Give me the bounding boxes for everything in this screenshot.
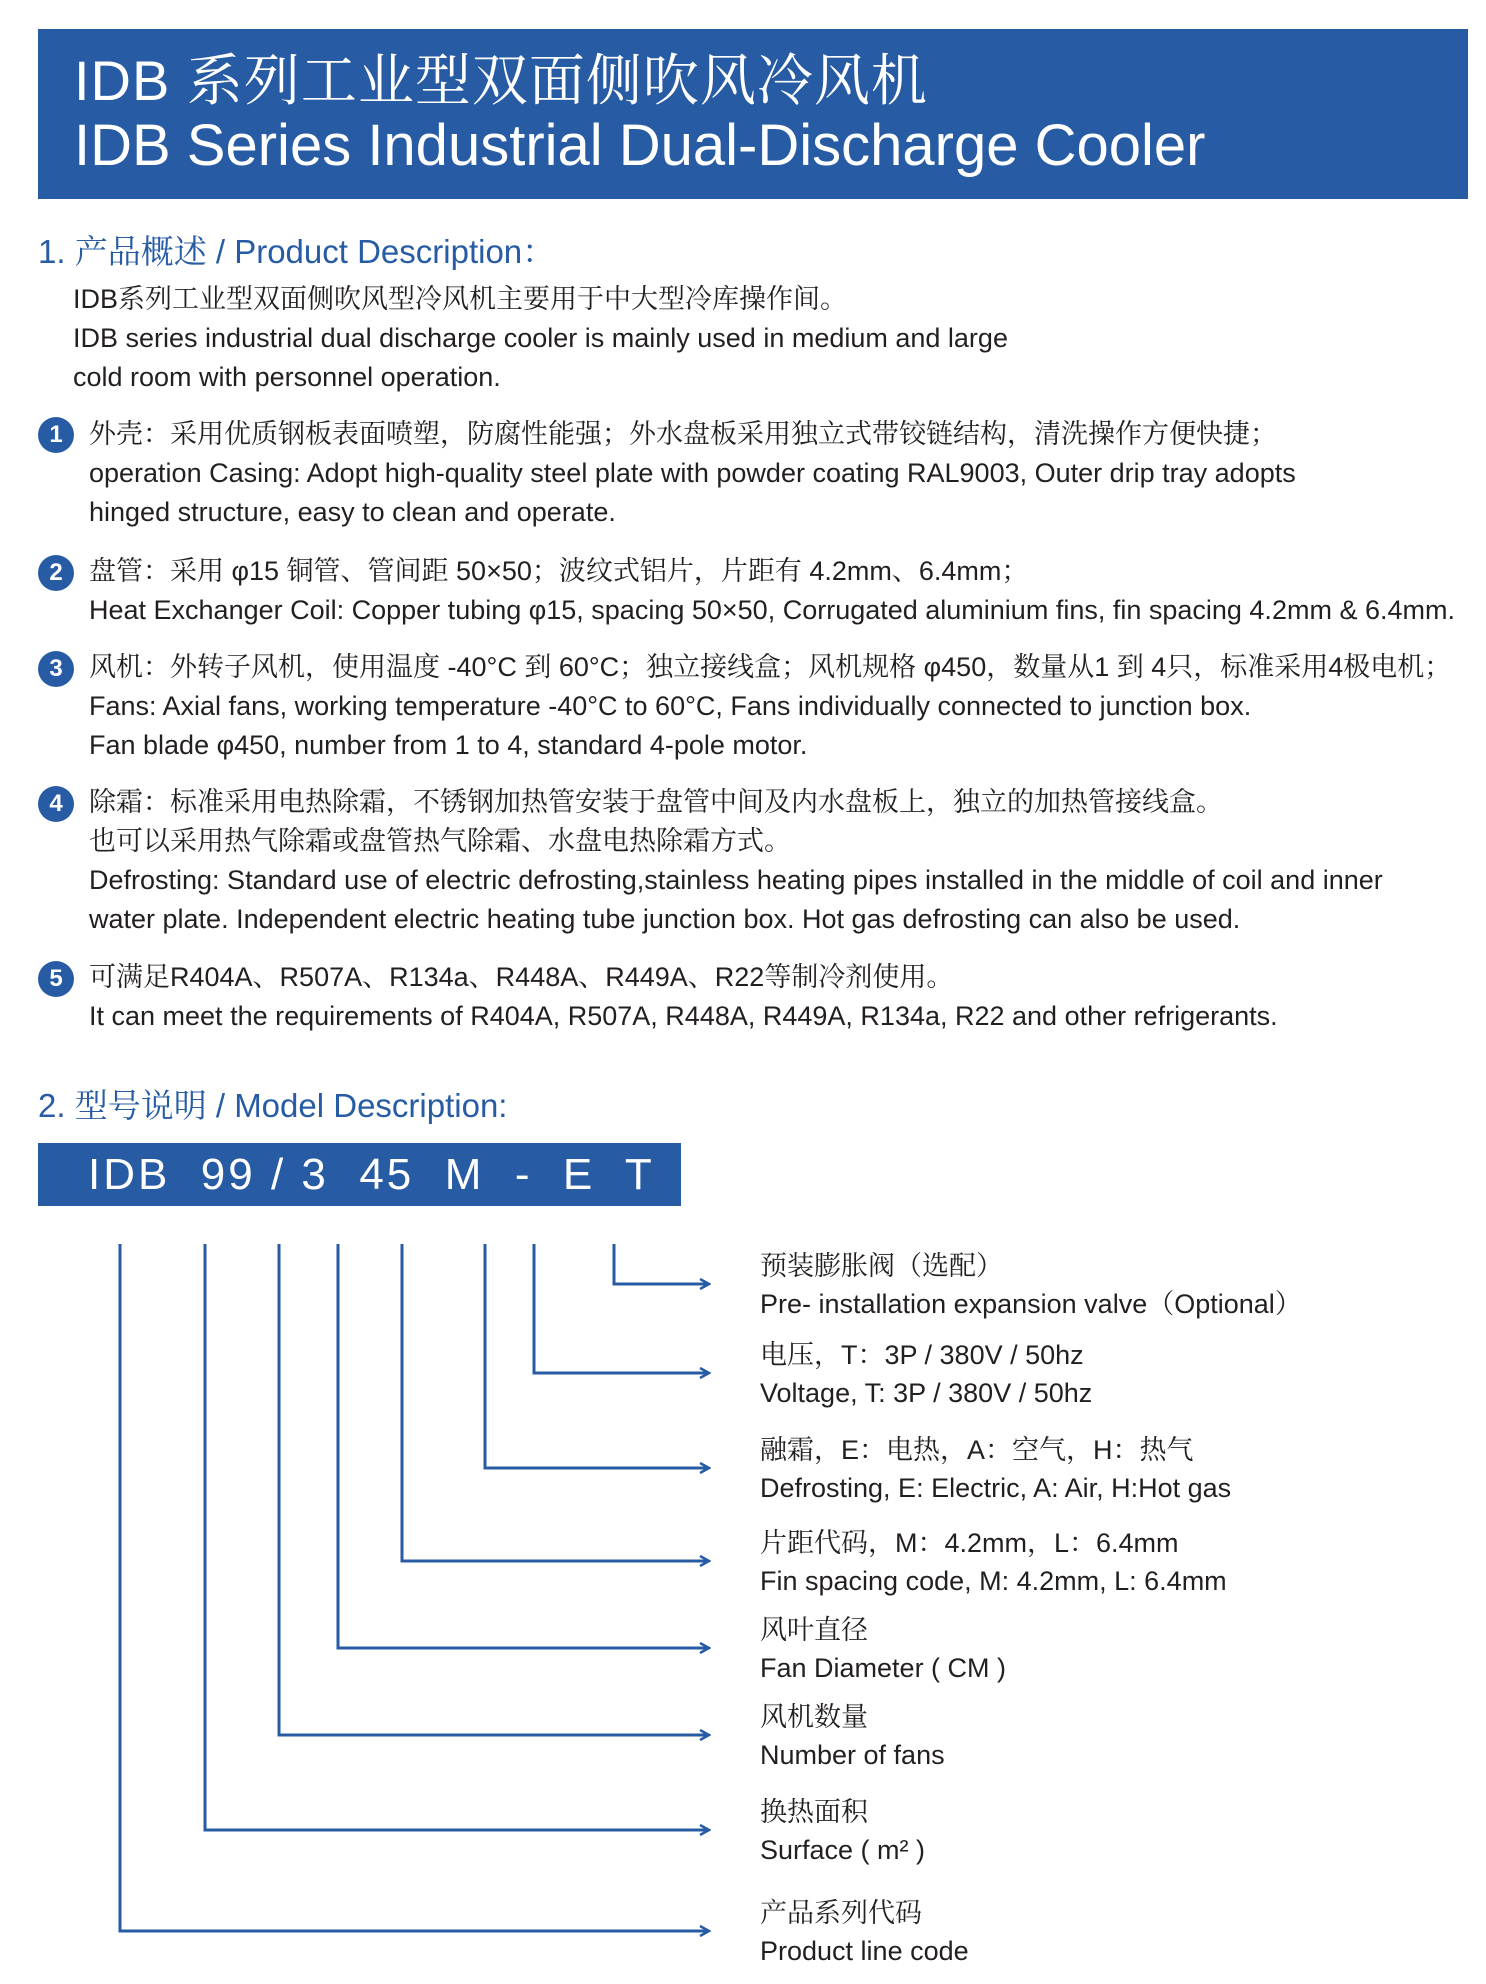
label-en: Number of fans [760,1740,945,1770]
label-surface [760,1793,925,1869]
item-number-badge-1: 1 [38,417,74,453]
item-4-text [89,783,1383,939]
section1-title: 1. 产品概述 / Product Description： [38,233,556,270]
item-3-line-en-1: Fans: Axial fans, working temperature -40°C to 60°C, Fans individually connected to junction box. [89,691,1252,721]
item-4-line-cn-2: 也可以采用热气除霜或盘管热气除霜、水盘电热除霜方式。 [89,826,791,856]
label-number-of-fans [760,1698,945,1774]
connector-defrosting [485,1244,708,1468]
label-cn: 片距代码，M：4.2mm，L：6.4mm [760,1528,1179,1558]
label-expansion-valve [760,1247,1302,1323]
label-cn: 电压，T：3P / 380V / 50hz [760,1340,1084,1370]
item-3-line-en-2: Fan blade φ450, number from 1 to 4, standard 4-pole motor. [89,730,808,760]
intro-line-en-1: IDB series industrial dual discharge cooler is mainly used in medium and large [73,323,1008,353]
item-5-line-cn: 可满足R404A、R507A、R134a、R448A、R449A、R22等制冷剂使用。 [89,962,954,992]
label-en: Fan Diameter ( CM ) [760,1653,1007,1683]
item-4-line-en-2: water plate. Independent electric heating tube junction box. Hot gas defrosting can also be used. [89,904,1241,934]
connector-expansion-valve [614,1244,708,1284]
item-1-line-en-2: hinged structure, easy to clean and operate. [89,497,616,527]
label-cn: 风机数量 [760,1702,868,1732]
intro-text [73,280,1008,397]
item-number-badge-3: 3 [38,651,74,687]
item-1-line-cn: 外壳：采用优质钢板表面喷塑，防腐性能强；外水盘板采用独立式带铰链结构，清洗操作方便快捷； [89,419,1277,449]
label-product-line [760,1894,969,1970]
item-2-text [89,552,1455,630]
intro-line-cn: IDB系列工业型双面侧吹风型冷风机主要用于中大型冷库操作间。 [73,284,848,314]
label-en: Voltage, T: 3P / 380V / 50hz [760,1378,1093,1408]
label-cn: 换热面积 [760,1797,868,1827]
label-cn: 融霜，E：电热，A：空气，H：热气 [760,1435,1194,1465]
label-en: Fin spacing code, M: 4.2mm, L: 6.4mm [760,1566,1227,1596]
label-en: Product line code [760,1936,969,1966]
item-number-badge-2: 2 [38,555,74,591]
label-en: Pre- installation expansion valve（Optional） [760,1289,1302,1319]
model-code-banner: IDB 99 / 3 45 M - E T - V [38,1143,681,1206]
item-4-line-en-1: Defrosting: Standard use of electric defrosting,stainless heating pipes installed in the middle of coil and inner [89,865,1383,895]
label-cn: 风叶直径 [760,1615,868,1645]
item-number-badge-5: 5 [38,961,74,997]
connector-fan-diameter [338,1244,708,1648]
label-voltage [760,1336,1092,1412]
item-5-text [89,958,1278,1036]
connector-fin-spacing [402,1244,708,1561]
title-banner [38,29,1468,199]
section2-title: 2. 型号说明 / Model Description: [38,1087,508,1124]
item-1-text [89,415,1296,532]
item-4-line-cn-1: 除霜：标准采用电热除霜，不锈钢加热管安装于盘管中间及内水盘板上，独立的加热管接线盒。 [89,787,1223,817]
connector-number-of-fans [279,1244,708,1735]
label-en: Defrosting, E: Electric, A: Air, H:Hot gas [760,1473,1232,1503]
item-2-line-cn: 盘管：采用 φ15 铜管、管间距 50×50；波纹式铝片，片距有 4.2mm、6.4mm； [89,556,1029,586]
label-defrosting [760,1431,1231,1507]
label-fan-diameter [760,1611,1006,1687]
connector-product-line [120,1244,708,1931]
title-chinese: IDB 系列工业型双面侧吹风冷风机 [74,49,928,112]
item-5-line-en: It can meet the requirements of R404A, R507A, R448A, R449A, R134a, R22 and other refrigerants. [89,1001,1278,1031]
intro-line-en-2: cold room with personnel operation. [73,362,501,392]
item-3-text [89,648,1451,765]
item-2-line-en: Heat Exchanger Coil: Copper tubing φ15, spacing 50×50, Corrugated aluminium fins, fin spacing 4.2mm & 6.4mm. [89,595,1455,625]
connector-surface [205,1244,708,1830]
item-3-line-cn: 风机：外转子风机，使用温度 -40°C 到 60°C；独立接线盒；风机规格 φ450，数量从1 到 4只，标准采用4极电机； [89,652,1452,682]
item-1-line-en-1: operation Casing: Adopt high-quality steel plate with powder coating RAL9003, Outer drip tray adopts [89,458,1296,488]
connector-voltage [534,1244,708,1373]
label-cn: 预装膨胀阀（选配） [760,1251,1003,1281]
label-cn: 产品系列代码 [760,1898,922,1928]
item-number-badge-4: 4 [38,786,74,822]
label-fin-spacing [760,1524,1227,1600]
title-english: IDB Series Industrial Dual-Discharge Cooler [74,113,1206,178]
label-en: Surface ( m² ) [760,1835,926,1865]
